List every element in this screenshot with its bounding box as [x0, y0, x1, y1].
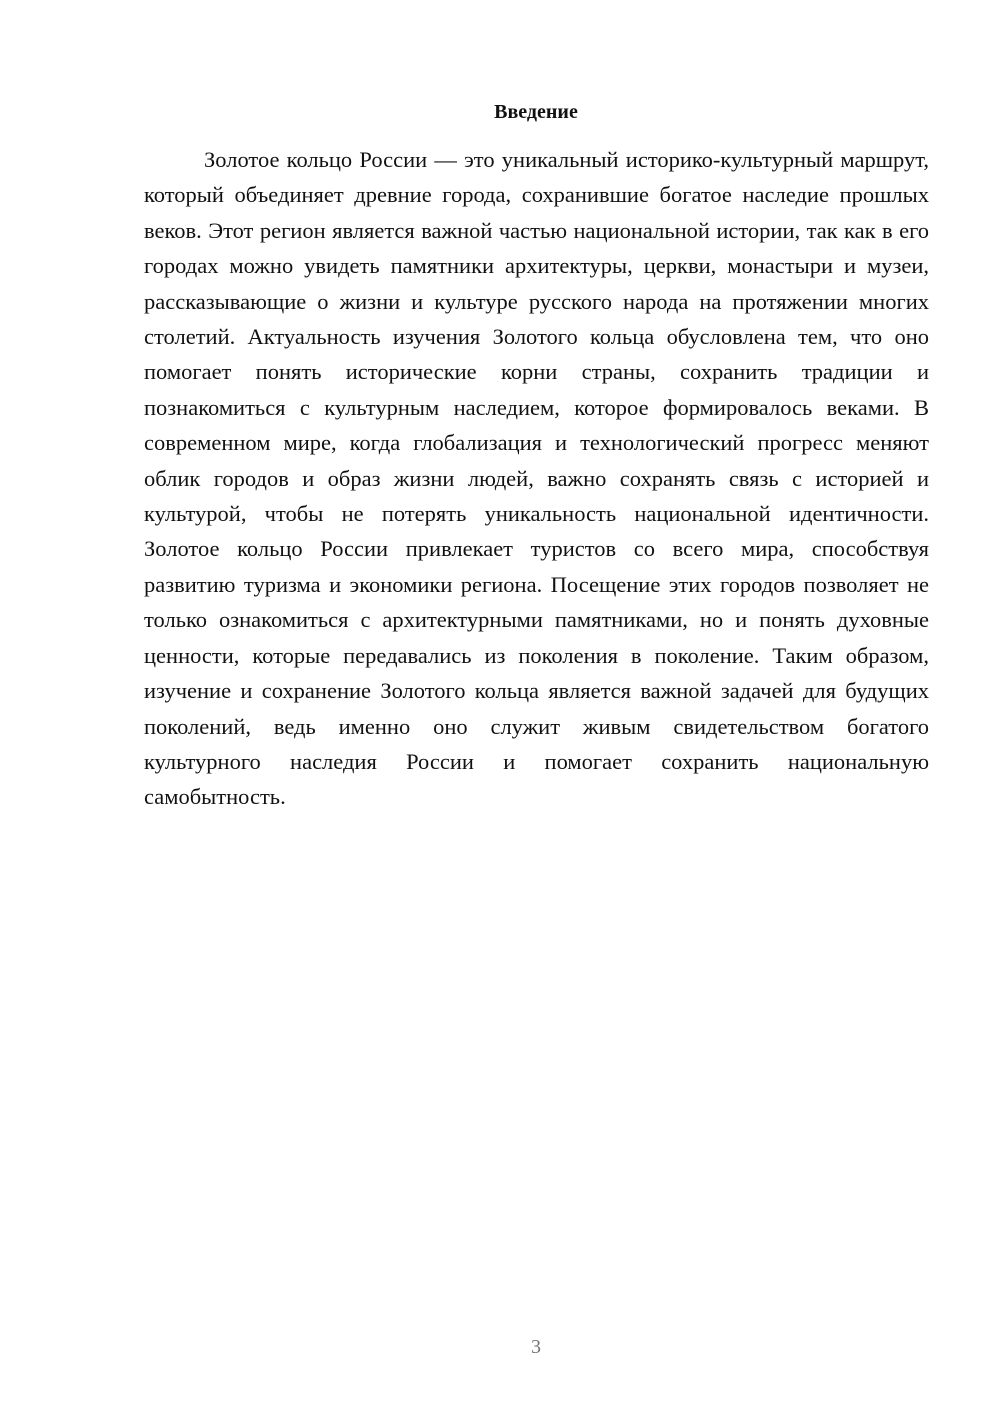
body-paragraph: Золотое кольцо России — это уникальный историко-культурный маршрут, который объединяет древние города, сохранившие богатое наследие прошлых веков. Этот регион является важной частью национальной истории, так как в его городах можно увидеть памятники архитектуры, церкви, монастыри и музеи, рассказывающие о жизни и культуре русского народа на протяжении многих столетий. Актуальность изучения Золотого кольца обусловлена тем, что оно помогает понять исторические корни страны, сохранить традиции и познакомиться с культурным наследием, которое формировалось веками. В современном мире, когда глобализация и технологический прогресс меняют облик городов и образ жизни людей, важно сохранять связь с историей и культурой, чтобы не потерять уникальность национальной идентичности. Золотое кольцо России привлекает туристов со всего мира, способствуя развитию туризма и экономики региона. Посещение этих городов позволяет не только ознакомиться с архитектурными памятниками, но и понять духовные ценности, которые передавались из поколения в поколение. Таким образом, изучение и сохранение Золотого кольца является важной задачей для будущих поколений, ведь именно оно служит живым свидетельством богатого культурного наследия России и помогает сохранить национальную самобытность.	[144, 147, 929, 810]
section-heading: Введение	[494, 101, 578, 123]
page-number: 3	[531, 1336, 541, 1358]
